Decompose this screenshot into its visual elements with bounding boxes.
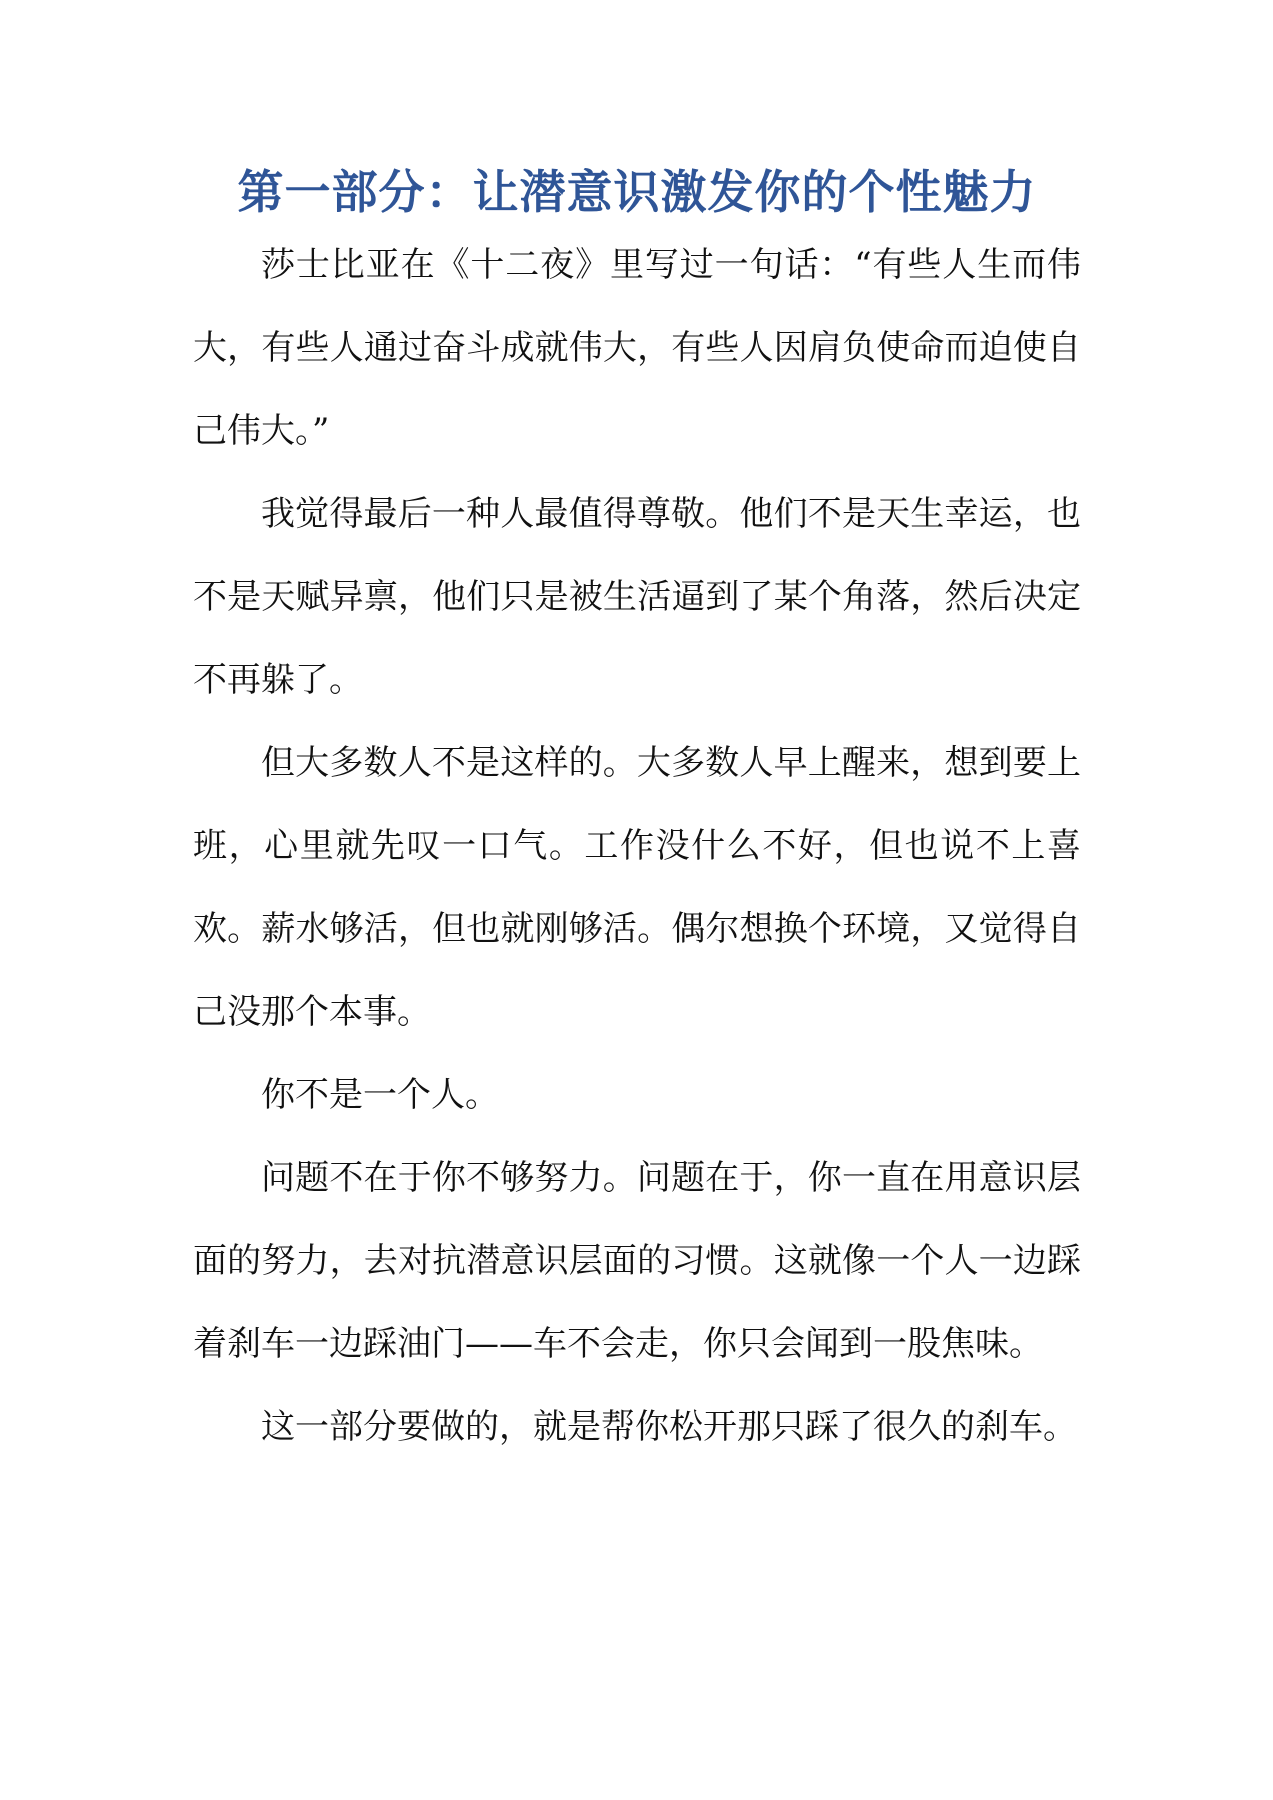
page-content — [193, 160, 1081, 1469]
chapter-title: 第一部分：让潜意识激发你的个性魅力 — [237, 165, 1037, 219]
paragraph-5: 问题不在于你不够努力。问题在于，你一直在用意识层面的努力，去对抗潜意识层面的习惯。这就像一个人一边踩着刹车一边踩油门——车不会走，你只会闻到一股焦味。 — [193, 1158, 1081, 1364]
paragraph-6: 这一部分要做的，就是帮你松开那只踩了很久的刹车。 — [261, 1407, 1077, 1447]
paragraph-3: 但大多数人不是这样的。大多数人早上醒来，想到要上班，心里就先叹一口气。工作没什么不好，但也说不上喜欢。薪水够活，但也就刚够活。偶尔想换个环境，又觉得自己没那个本事。 — [193, 743, 1081, 1032]
paragraph-1: 莎士比亚在《十二夜》里写过一句话：“有些人生而伟大，有些人通过奋斗成就伟大，有些人因肩负使命而迫使自己伟大。” — [193, 245, 1081, 451]
paragraph-4: 你不是一个人。 — [261, 1075, 499, 1115]
paragraph-2: 我觉得最后一种人最值得尊敬。他们不是天生幸运，也不是天赋异禀，他们只是被生活逼到了某个角落，然后决定不再躲了。 — [193, 494, 1081, 700]
